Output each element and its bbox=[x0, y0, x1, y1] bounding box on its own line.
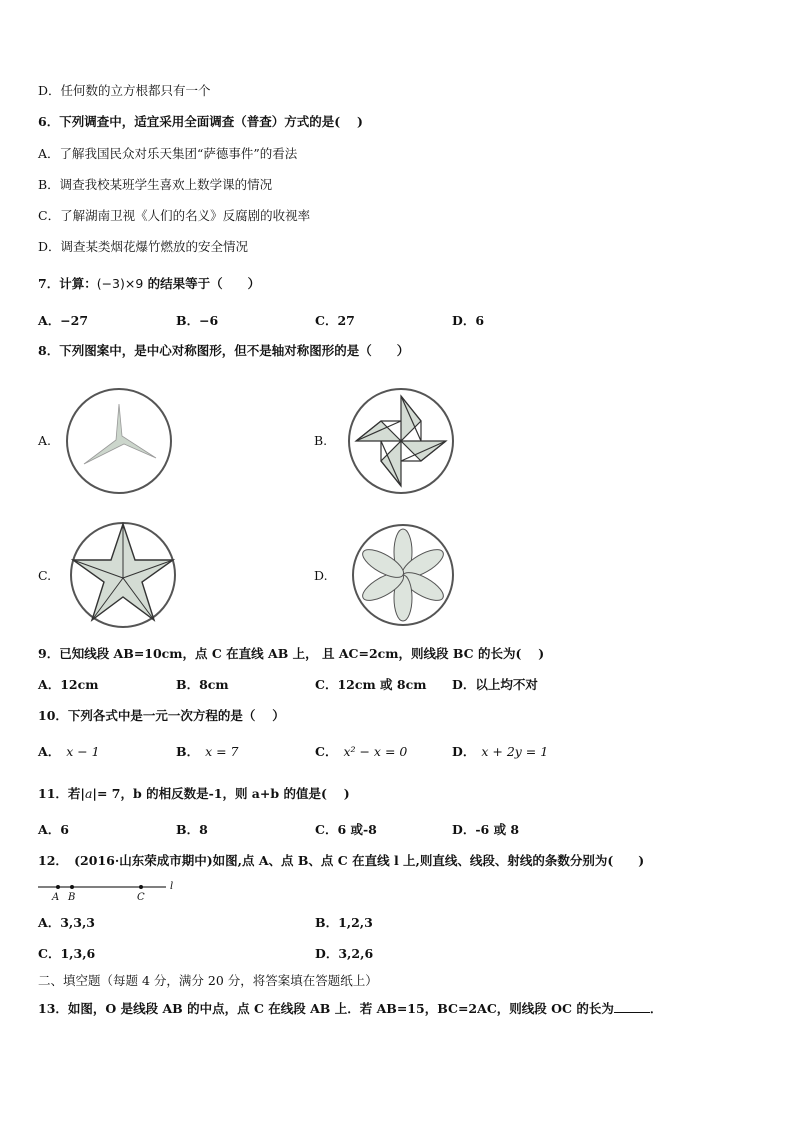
q12-point-b bbox=[70, 885, 74, 889]
q8-figure-c-five-point-star bbox=[68, 520, 178, 630]
q7-option-c: C．27 bbox=[315, 313, 355, 328]
q13-stem-end: ． bbox=[649, 1001, 663, 1016]
q8-figure-d-six-petal-flower bbox=[350, 522, 456, 628]
q10-option-a bbox=[38, 744, 100, 760]
q10-option-b-label: B． bbox=[176, 744, 200, 759]
q12-option-d: D．3,2,6 bbox=[315, 946, 374, 961]
q12-label-b: B bbox=[68, 892, 76, 903]
q10-option-a-expr: x − 1 bbox=[66, 744, 100, 759]
q9-stem: 9．已知线段 AB=10cm，点 C 在直线 AB 上， 且 AC=2cm，则线段 BC 的长为( ) bbox=[38, 646, 545, 661]
q12-option-a: A．3,3,3 bbox=[38, 915, 95, 930]
q7-option-b: B．−6 bbox=[176, 313, 219, 328]
q7-option-a: A．−27 bbox=[38, 313, 89, 328]
q11-stem-prefix: 11．若| bbox=[38, 786, 85, 801]
q12-label-c: C bbox=[137, 892, 145, 903]
q13-stem bbox=[38, 1000, 662, 1017]
q9-option-b: B．8cm bbox=[176, 677, 229, 692]
q7-expression: (−3)×9 bbox=[96, 276, 144, 291]
q8-label-a: A. bbox=[38, 433, 52, 448]
q11-stem bbox=[38, 786, 350, 802]
q12-option-b: B．1,2,3 bbox=[315, 915, 373, 930]
q9-option-d: D．以上均不对 bbox=[452, 677, 538, 692]
q13-answer-blank[interactable] bbox=[614, 1000, 650, 1013]
q6-option-b: B．调查我校某班学生喜欢上数学课的情况 bbox=[38, 177, 273, 192]
q11-option-d: D．-6 或 8 bbox=[452, 822, 520, 837]
q11-stem-suffix: |= 7，b 的相反数是-1，则 a+b 的值是( ) bbox=[92, 786, 350, 801]
q7-stem-prefix: 7．计算： bbox=[38, 276, 97, 291]
q9-option-c: C．12cm 或 8cm bbox=[315, 677, 427, 692]
q6-option-a: A．了解我国民众对乐天集团“萨德事件”的看法 bbox=[38, 146, 298, 161]
q10-option-b bbox=[176, 744, 239, 760]
q12-option-c: C．1,3,6 bbox=[38, 946, 96, 961]
q6-option-c: C．了解湖南卫视《人们的名义》反腐剧的收视率 bbox=[38, 208, 311, 223]
q10-option-a-label: A． bbox=[38, 744, 61, 759]
q12-label-a: A bbox=[52, 892, 60, 903]
q10-option-d-label: D． bbox=[452, 744, 476, 759]
q8-label-b: B. bbox=[314, 433, 328, 448]
q13-stem-text: 13．如图，O 是线段 AB 的中点，点 C 在线段 AB 上．若 AB=15，BC=2AC，则线段 OC 的长为 bbox=[38, 1001, 614, 1016]
q12-label-l: l bbox=[170, 881, 174, 892]
q5-option-d: D．任何数的立方根都只有一个 bbox=[38, 83, 211, 98]
q12-point-c bbox=[139, 885, 143, 889]
q6-option-d: D．调查某类烟花爆竹燃放的安全情况 bbox=[38, 239, 249, 254]
q8-label-d: D. bbox=[314, 568, 328, 583]
q12-point-a bbox=[56, 885, 60, 889]
q11-option-a: A．6 bbox=[38, 822, 69, 837]
q10-option-c bbox=[315, 744, 407, 760]
q10-option-d bbox=[452, 744, 548, 760]
q10-option-d-expr: x + 2y = 1 bbox=[481, 744, 549, 759]
q10-option-b-expr: x = 7 bbox=[205, 744, 239, 759]
q8-label-c: C. bbox=[38, 568, 52, 583]
section-2-title: 二、填空题（每题 4 分，满分 20 分，将答案填在答题纸上） bbox=[38, 973, 378, 988]
q8-figure-b-pinwheel bbox=[346, 386, 456, 496]
q12-stem: 12． (2016·山东荣成市期中)如图,点 A、点 B、点 C 在直线 l 上,则直线、线段、射线的条数分别为( ) bbox=[38, 853, 645, 868]
q7-stem-suffix: 的结果等于（ ） bbox=[143, 276, 261, 291]
q11-option-c: C．6 或-8 bbox=[315, 822, 377, 837]
q10-stem: 10．下列各式中是一元一次方程的是（ ） bbox=[38, 708, 285, 723]
q11-variable: a bbox=[84, 786, 93, 801]
q10-option-c-label: C． bbox=[315, 744, 338, 759]
q8-stem: 8．下列图案中，是中心对称图形，但不是轴对称图形的是（ ） bbox=[38, 343, 410, 358]
q7-stem bbox=[38, 276, 260, 292]
q8-figure-a-three-arm-star bbox=[64, 386, 174, 496]
q11-option-b: B．8 bbox=[176, 822, 208, 837]
q7-option-d: D．6 bbox=[452, 313, 485, 328]
q9-option-a: A．12cm bbox=[38, 677, 99, 692]
q6-stem: 6．下列调查中，适宜采用全面调查（普查）方式的是( ) bbox=[38, 114, 363, 129]
q10-option-c-expr: x² − x = 0 bbox=[343, 744, 408, 759]
